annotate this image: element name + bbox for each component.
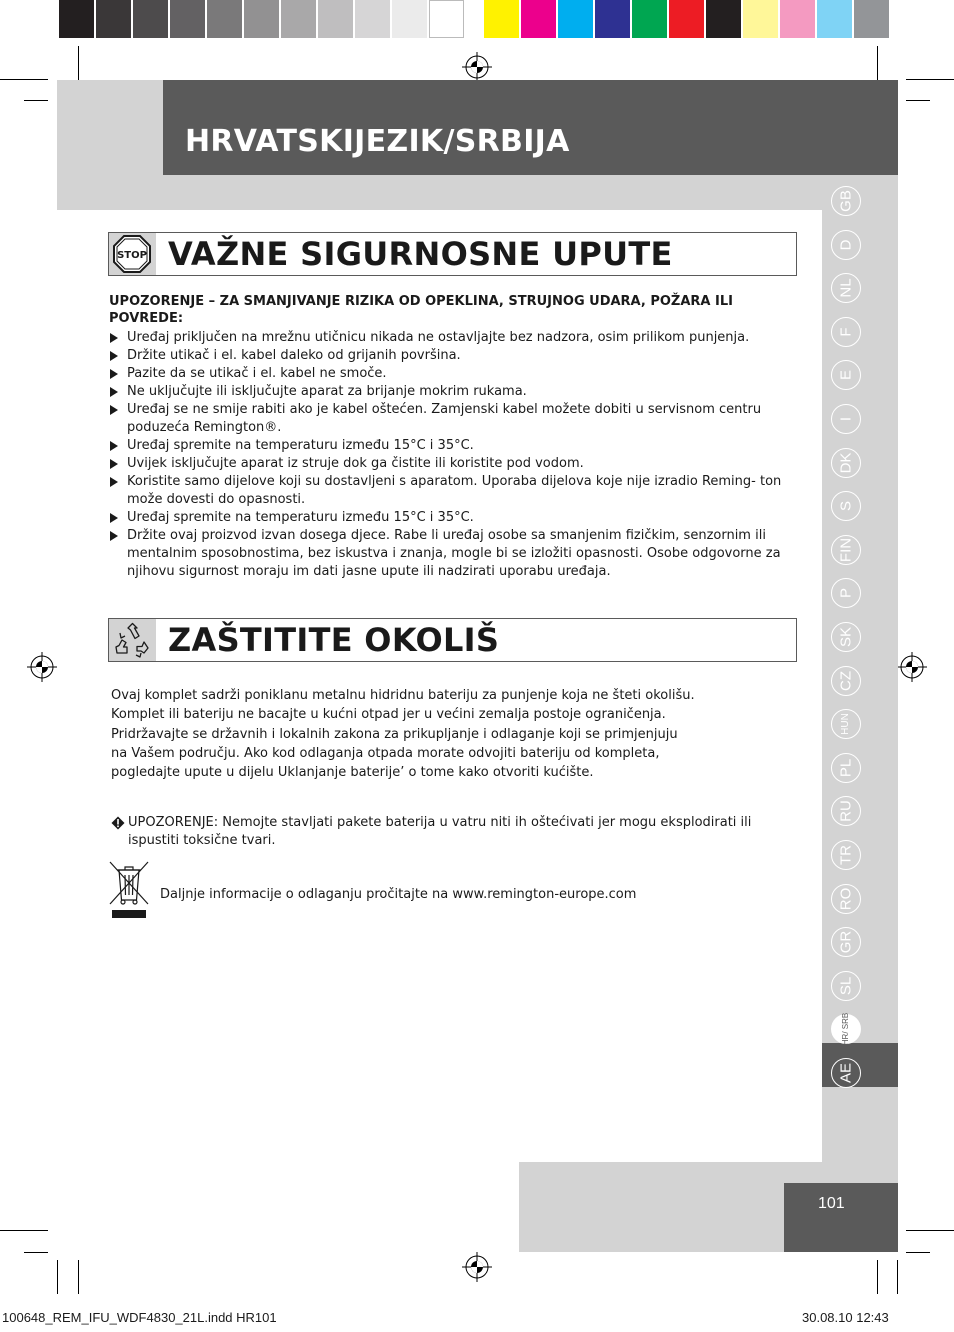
recycle-icon	[114, 622, 151, 659]
color-swatch	[743, 0, 780, 38]
crop-mark	[906, 79, 954, 80]
header-band	[57, 175, 898, 210]
language-tab-ro[interactable]	[831, 884, 861, 914]
language-tab-pl[interactable]	[831, 753, 861, 783]
safety-heading: VAŽNE SIGURNOSNE UPUTE	[168, 235, 673, 273]
environment-line: pogledajte upute u dijelu Uklanjanje baterije’ o tome kako otvoriti kućište.	[111, 765, 594, 781]
gray-swatch	[96, 0, 133, 38]
gray-swatch	[170, 0, 207, 38]
language-tab-dk[interactable]	[831, 448, 861, 478]
language-tab-label: SK	[837, 626, 855, 648]
crop-mark	[906, 1252, 930, 1253]
color-swatch	[854, 0, 891, 38]
language-tab-label: HR/ SRB	[841, 1013, 850, 1046]
environment-line: na Vašem području. Ako kod odlaganja otpada morate odvojiti bateriju od kompleta,	[111, 745, 660, 761]
language-tab-nl[interactable]	[831, 273, 861, 303]
crop-mark	[877, 46, 878, 80]
language-tab-f[interactable]	[831, 317, 861, 347]
safety-item: Uvijek isključujte aparat iz struje dok ga čistite ili koristite pod vodom.	[109, 455, 799, 473]
crop-mark	[78, 46, 79, 80]
environment-section-header	[108, 618, 797, 662]
language-tab-cz[interactable]	[831, 666, 861, 696]
language-tab-ae[interactable]	[831, 1058, 861, 1088]
page-number-box	[784, 1183, 898, 1252]
footer-timestamp: 30.08.10 12:43	[802, 1310, 889, 1325]
environment-heading: ZAŠTITITE OKOLIŠ	[168, 621, 500, 659]
safety-item: Pazite da se utikač i el. kabel ne smoče.	[109, 365, 799, 383]
gray-swatch	[318, 0, 355, 38]
safety-item: Uređaj se ne smije rabiti ako je kabel oštećen. Zamjenski kabel možete dobiti u servisnom centru poduzeća Remington®.	[109, 401, 799, 437]
safety-icon-box	[109, 233, 156, 275]
language-tab-label: FIN	[837, 537, 855, 562]
language-tab-label: I	[837, 416, 855, 422]
color-swatch	[780, 0, 817, 38]
environment-icon-box	[109, 619, 156, 661]
safety-item: Koristite samo dijelove koji su dostavljeni s aparatom. Uporaba dijelova koje nije izradio Reming- ton može dovesti do opasnosti.	[109, 473, 799, 509]
language-tab-label: DK	[837, 452, 855, 474]
battery-warning-text: UPOZORENJE: Nemojte stavljati pakete baterija u vatru niti ih oštećivati jer mogu eksplodirati ili ispustiti toksične tvari.	[128, 815, 752, 848]
language-tab-label: PL	[837, 758, 855, 777]
language-tab-label: SL	[837, 976, 855, 995]
registration-mark-icon	[897, 652, 927, 682]
crop-mark	[877, 1260, 878, 1294]
language-tab-d[interactable]	[831, 230, 861, 260]
color-swatch	[558, 0, 595, 38]
crop-mark	[0, 1230, 48, 1231]
svg-text:STOP: STOP	[117, 250, 147, 261]
language-tab-tr[interactable]	[831, 840, 861, 870]
color-swatch	[632, 0, 669, 38]
page-number: 101	[818, 1195, 845, 1212]
crop-mark	[78, 1260, 79, 1294]
language-tab-label: F	[837, 327, 855, 337]
battery-warning	[111, 814, 801, 850]
gray-swatch	[355, 0, 392, 38]
crop-mark	[57, 1260, 58, 1294]
language-tab-hun[interactable]	[831, 709, 861, 739]
page-title-band	[163, 80, 898, 175]
language-tab-label: NL	[837, 278, 855, 298]
gray-swatch	[392, 0, 429, 38]
language-tab-label: AE	[837, 1062, 855, 1084]
disposal-info: Daljnje informacije o odlaganju pročitajte na www.remington-europe.com	[160, 887, 637, 902]
language-tab-label: P	[837, 588, 855, 599]
gray-swatch	[207, 0, 244, 38]
gray-swatch	[244, 0, 281, 38]
safety-item: Držite utikač i el. kabel daleko od grijanih površina.	[109, 347, 799, 365]
environment-line: Ovaj komplet sadrži poniklanu metalnu hidridnu bateriju za punjenje koja ne šteti okolišu.	[111, 688, 695, 703]
environment-line: Pridržavajte se državnih i lokalnih zakona za prikupljanje i odlaganje koji se primjenjuju	[111, 726, 678, 742]
language-tab-s[interactable]	[831, 491, 861, 521]
warning-icon	[111, 816, 125, 830]
safety-item: Uređaj priključen na mrežnu utičnicu nikada ne ostavljajte bez nadzora, osim prilikom punjenja.	[109, 329, 799, 347]
safety-item: Uređaj spremite na temperaturu između 15°C i 35°C.	[109, 437, 799, 455]
language-tab-label: RU	[837, 800, 855, 823]
registration-mark-icon	[462, 52, 492, 82]
crop-mark	[24, 1252, 48, 1253]
environment-paragraph	[111, 686, 801, 782]
registration-mark-icon	[27, 652, 57, 682]
safety-instructions-list	[109, 329, 799, 581]
language-tab-label: CZ	[837, 670, 855, 691]
language-tab-label: HUN	[840, 713, 851, 736]
gray-swatch	[281, 0, 318, 38]
color-swatch	[484, 0, 521, 38]
crop-mark	[24, 100, 48, 101]
language-tab-sk[interactable]	[831, 622, 861, 652]
environment-line: Komplet ili bateriju ne bacajte u kućni otpad jer u većini zemalja postoje ograničenja.	[111, 707, 666, 723]
process-color-bar	[484, 0, 891, 38]
language-tab-i[interactable]	[831, 404, 861, 434]
crop-mark	[0, 79, 48, 80]
crop-mark	[906, 100, 930, 101]
language-tab-label: RO	[837, 887, 855, 910]
stop-sign-icon	[113, 235, 151, 273]
color-swatch	[706, 0, 743, 38]
language-tab-gb[interactable]	[831, 186, 861, 216]
color-swatch	[669, 0, 706, 38]
language-tab-label: TR	[837, 845, 855, 865]
color-swatch	[521, 0, 558, 38]
registration-mark-icon	[462, 1252, 492, 1282]
language-tab-label: GB	[837, 190, 855, 212]
language-tab-gr[interactable]	[831, 927, 861, 957]
safety-item: Uređaj spremite na temperaturu između 15°C i 35°C.	[109, 509, 799, 527]
color-swatch	[817, 0, 854, 38]
language-tab-sl[interactable]	[831, 971, 861, 1001]
safety-section-header	[108, 232, 797, 276]
gray-swatch	[133, 0, 170, 38]
safety-item: Ne uključujte ili isključujte aparat za brijanje mokrim rukama.	[109, 383, 799, 401]
safety-item: Držite ovaj proizvod izvan dosega djece. Rabe li uređaj osobe sa smanjenim fizičkim, senzornim ili mentalnim sposobnostima, bez iskustva i znanja, mogle bi se izložiti opasnosti. Osobe odgovorne za njihovu sigurnost moraju im dati jasne upute ili nadzirati uporabu uređaja.	[109, 527, 799, 581]
gray-swatch	[59, 0, 96, 38]
crop-mark	[906, 1230, 954, 1231]
language-tab-fin[interactable]	[831, 535, 861, 565]
page-title: HRVATSKIJEZIK/SRBIJA	[185, 124, 570, 159]
crossed-out-bin-icon	[108, 860, 150, 920]
color-swatch	[595, 0, 632, 38]
crop-mark	[897, 1260, 898, 1294]
footer-file-info: 100648_REM_IFU_WDF4830_21L.indd HR101	[2, 1310, 277, 1325]
language-tab-label: E	[837, 370, 855, 381]
warning-heading: UPOZORENJE – ZA SMANJIVANJE RIZIKA OD OPEKLINA, STRUJNOG UDARA, POŽARA ILI POVREDE:	[109, 294, 733, 326]
gray-swatch	[429, 0, 466, 38]
gray-color-bar	[59, 0, 466, 38]
language-tab-label: GR	[837, 930, 855, 954]
language-tab-label: D	[837, 239, 855, 251]
language-tab-label: S	[837, 501, 855, 512]
